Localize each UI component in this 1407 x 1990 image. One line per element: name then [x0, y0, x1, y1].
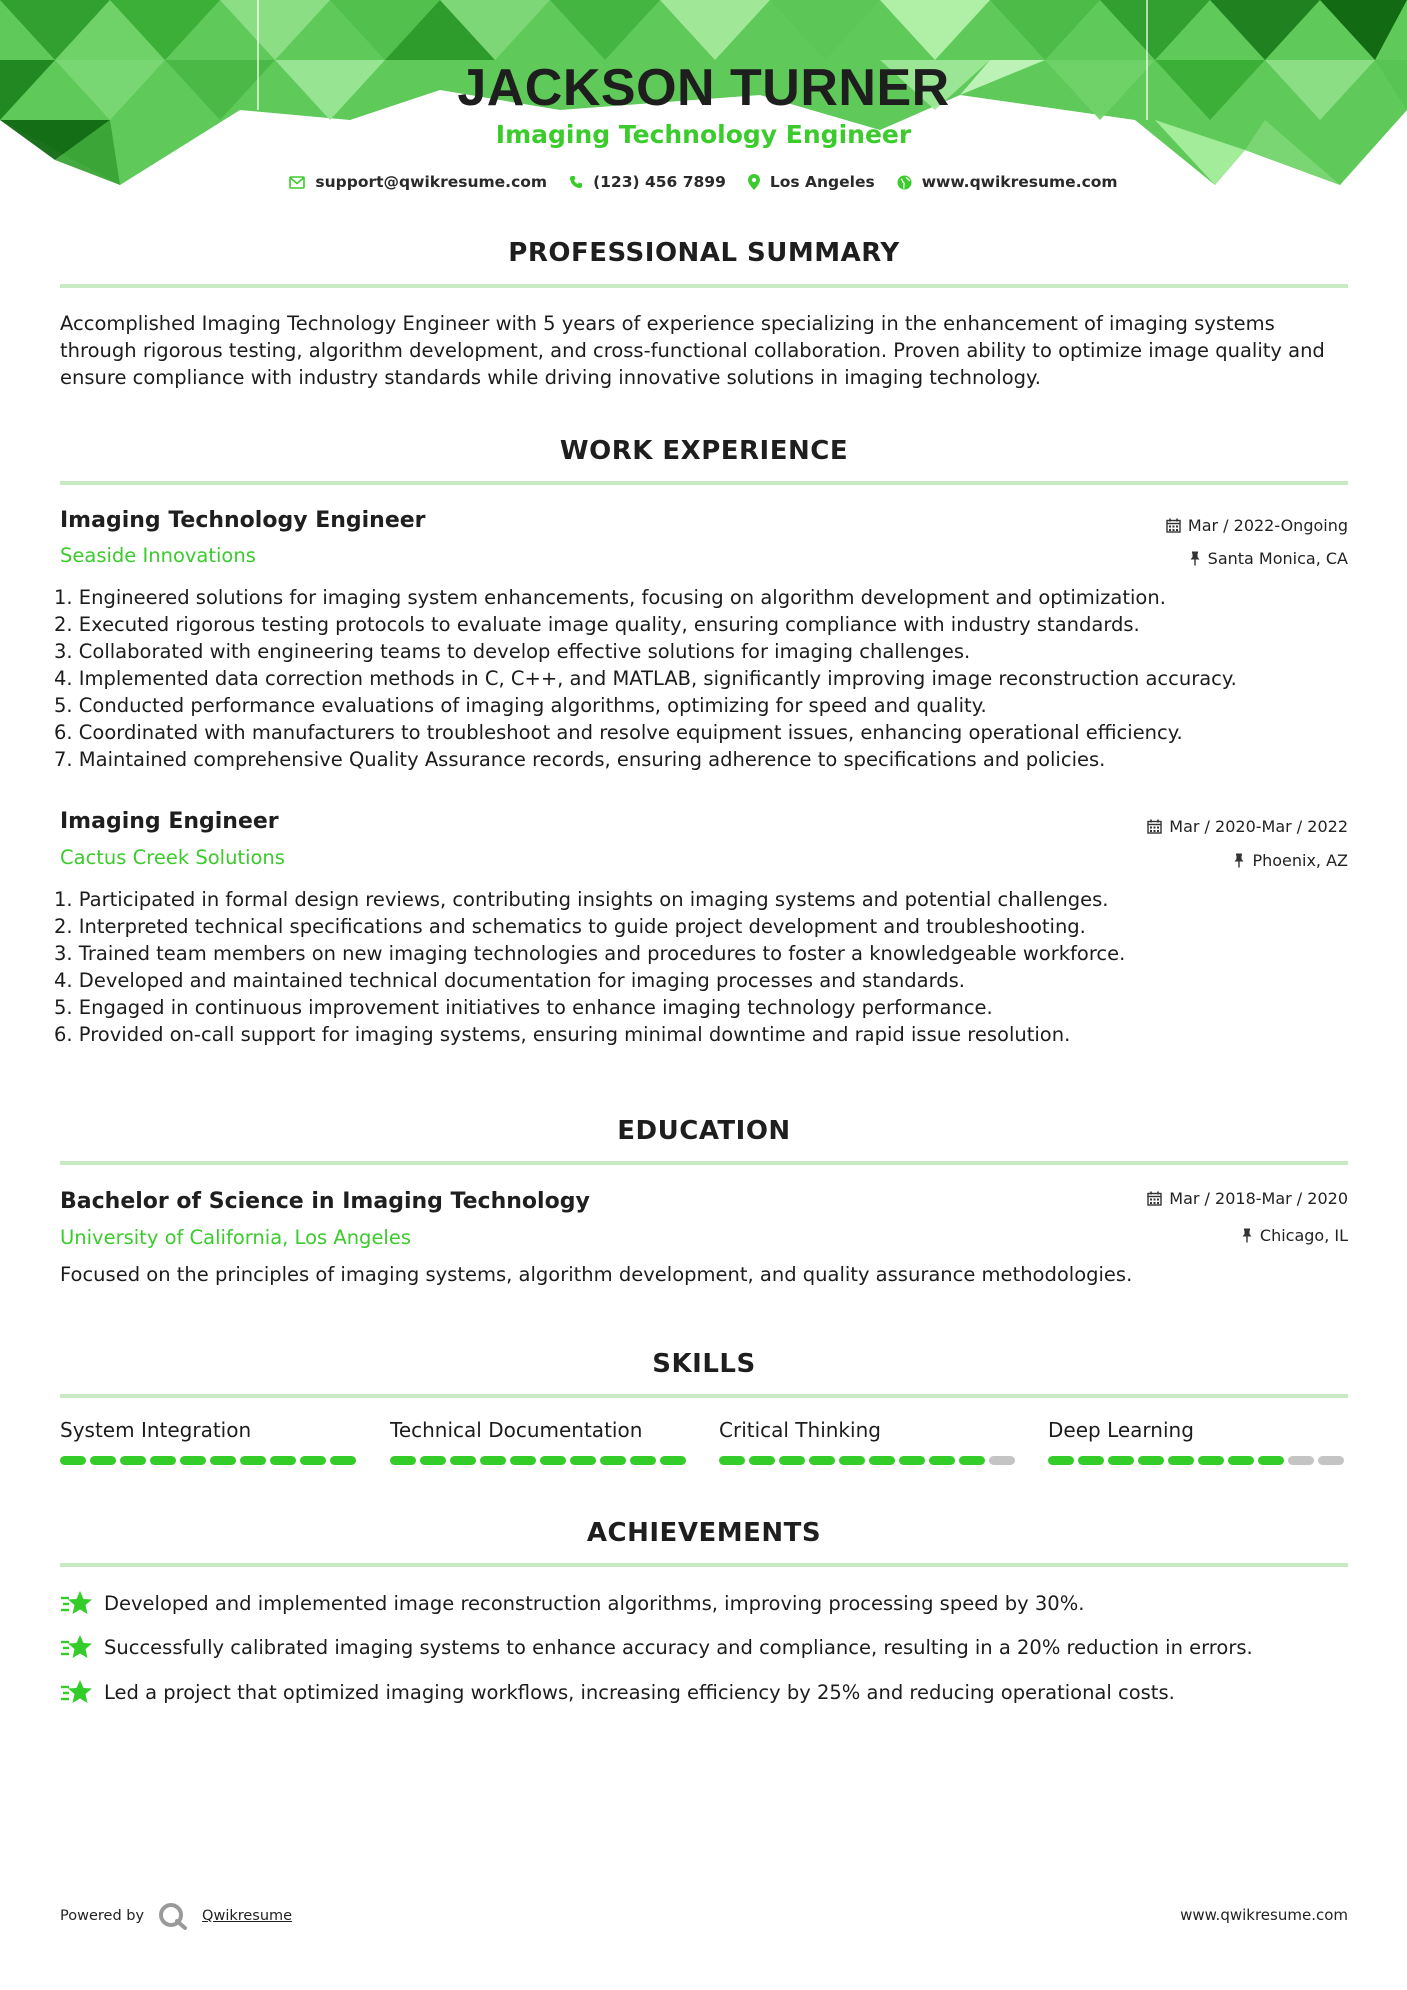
list-item: 2. Executed rigorous testing protocols to evaluate image quality, ensuring compliance with industry standards.	[54, 613, 1140, 636]
skill-segment	[1198, 1456, 1224, 1465]
skill-segment	[60, 1456, 86, 1465]
job-bullets	[54, 584, 1374, 773]
skill-segment	[420, 1456, 446, 1465]
skill-segment	[1228, 1456, 1254, 1465]
skill-segment	[450, 1456, 476, 1465]
phone-text: (123) 456 7899	[593, 173, 726, 191]
contact-website[interactable]	[897, 173, 1118, 191]
qwikresume-link[interactable]: Qwikresume	[202, 1908, 293, 1924]
star-icon	[60, 1589, 92, 1617]
list-item: 3. Trained team members on new imaging technologies and procedures to foster a knowledgeable workforce.	[54, 942, 1126, 965]
skill-segment	[510, 1456, 536, 1465]
footer-branding	[60, 1902, 292, 1930]
skill-segment	[540, 1456, 566, 1465]
calendar-icon	[1166, 518, 1181, 533]
list-item: 1. Engineered solutions for imaging system enhancements, focusing on algorithm development and optimization.	[54, 586, 1166, 609]
skill-level-bar	[719, 1456, 1019, 1465]
degree-title: Bachelor of Science in Imaging Technology	[60, 1189, 590, 1214]
list-item: 3. Collaborated with engineering teams to develop effective solutions for imaging challenges.	[54, 640, 971, 663]
skill-item	[719, 1418, 1019, 1465]
summary-divider	[60, 284, 1348, 288]
skill-segment	[630, 1456, 656, 1465]
skills-heading: SKILLS	[652, 1349, 756, 1379]
achievements-heading: ACHIEVEMENTS	[586, 1518, 822, 1548]
skill-segment	[1048, 1456, 1074, 1465]
pushpin-icon	[1189, 551, 1201, 566]
skill-segment	[809, 1456, 835, 1465]
skill-name: Deep Learning	[1048, 1418, 1194, 1442]
skill-segment	[660, 1456, 686, 1465]
job-location	[1189, 549, 1348, 568]
website-text: www.qwikresume.com	[921, 173, 1118, 191]
job-title: Imaging Technology Engineer	[60, 508, 426, 533]
education-dates	[1147, 1189, 1348, 1208]
list-item: 2. Interpreted technical specifications and schematics to guide project development and troubleshooting.	[54, 915, 1086, 938]
job-dates	[1166, 516, 1348, 535]
skill-segment	[330, 1456, 356, 1465]
skill-segment	[989, 1456, 1015, 1465]
skill-item	[390, 1418, 690, 1465]
skill-level-bar	[390, 1456, 690, 1465]
skill-segment	[480, 1456, 506, 1465]
skill-segment	[869, 1456, 895, 1465]
education-heading: EDUCATION	[617, 1116, 791, 1146]
skill-segment	[120, 1456, 146, 1465]
skill-segment	[180, 1456, 206, 1465]
footer-website[interactable]: www.qwikresume.com	[1180, 1906, 1348, 1924]
job-dates-text: Mar / 2022-Ongoing	[1187, 516, 1348, 535]
star-icon	[60, 1678, 92, 1706]
skill-segment	[1138, 1456, 1164, 1465]
skill-name: System Integration	[60, 1418, 252, 1442]
skill-segment	[899, 1456, 925, 1465]
skill-name: Technical Documentation	[390, 1418, 643, 1442]
job-dates	[1147, 817, 1348, 836]
skill-level-bar	[1048, 1456, 1348, 1465]
education-location	[1241, 1226, 1348, 1245]
achievement-item	[60, 1589, 1084, 1617]
education-location-text: Chicago, IL	[1259, 1226, 1348, 1245]
skill-segment	[1288, 1456, 1314, 1465]
skill-name: Critical Thinking	[719, 1418, 881, 1442]
candidate-title: Imaging Technology Engineer	[495, 120, 912, 149]
summary-text: Accomplished Imaging Technology Engineer with 5 years of experience specializing in the enhancement of imaging systems through rigorous testing, algorithm development, and cross-functional collaboration. Proven ability to optimize image quality and ensure compliance with industry standards while driving innovative solutions in imaging technology.	[60, 312, 1325, 389]
achievement-item	[60, 1633, 1253, 1661]
envelope-icon	[289, 176, 305, 189]
job-title: Imaging Engineer	[60, 809, 279, 834]
calendar-icon	[1147, 1191, 1162, 1206]
skill-segment	[1318, 1456, 1344, 1465]
skill-segment	[959, 1456, 985, 1465]
skill-level-bar	[60, 1456, 360, 1465]
skill-segment	[210, 1456, 236, 1465]
skill-segment	[1258, 1456, 1284, 1465]
skill-segment	[150, 1456, 176, 1465]
achievements-divider	[60, 1563, 1348, 1567]
job-bullets	[54, 886, 1374, 1048]
skill-segment	[270, 1456, 296, 1465]
pushpin-icon	[1241, 1228, 1253, 1243]
skill-segment	[90, 1456, 116, 1465]
map-pin-icon	[748, 174, 760, 190]
skill-segment	[600, 1456, 626, 1465]
list-item: 6. Coordinated with manufacturers to troubleshoot and resolve equipment issues, enhancing operational efficiency.	[54, 721, 1183, 744]
skill-segment	[779, 1456, 805, 1465]
job-dates-text: Mar / 2020-Mar / 2022	[1169, 817, 1348, 836]
list-item: 7. Maintained comprehensive Quality Assurance records, ensuring adherence to specifications and policies.	[54, 748, 1106, 771]
skills-divider	[60, 1394, 1348, 1398]
experience-divider	[60, 481, 1348, 485]
phone-icon	[569, 175, 583, 189]
summary-heading: PROFESSIONAL SUMMARY	[508, 238, 900, 268]
education-description: Focused on the principles of imaging systems, algorithm development, and quality assurance methodologies.	[60, 1263, 1133, 1286]
contact-location	[748, 173, 875, 191]
skill-segment	[1078, 1456, 1104, 1465]
contact-email[interactable]	[289, 173, 547, 191]
job-location	[1233, 851, 1348, 870]
skill-item	[60, 1418, 360, 1465]
skill-segment	[240, 1456, 266, 1465]
skill-segment	[570, 1456, 596, 1465]
skill-segment	[929, 1456, 955, 1465]
skill-segment	[749, 1456, 775, 1465]
list-item: 1. Participated in formal design reviews, contributing insights on imaging systems and potential challenges.	[54, 888, 1109, 911]
contact-bar	[0, 173, 1407, 191]
list-item: 5. Conducted performance evaluations of imaging algorithms, optimizing for speed and quality.	[54, 694, 987, 717]
list-item: 4. Developed and maintained technical documentation for imaging processes and standards.	[54, 969, 966, 992]
email-text: support@qwikresume.com	[315, 173, 548, 191]
skill-segment	[839, 1456, 865, 1465]
achievement-text: Developed and implemented image reconstruction algorithms, improving processing speed by 30%.	[104, 1591, 1085, 1615]
education-dates-text: Mar / 2018-Mar / 2020	[1169, 1189, 1348, 1208]
job-location-text: Phoenix, AZ	[1252, 851, 1348, 870]
powered-by-label: Powered by	[60, 1908, 145, 1924]
company-name: Seaside Innovations	[60, 544, 256, 567]
skill-segment	[300, 1456, 326, 1465]
company-name: Cactus Creek Solutions	[60, 846, 285, 869]
globe-icon	[897, 175, 912, 190]
skill-segment	[1168, 1456, 1194, 1465]
list-item: 6. Provided on-call support for imaging systems, ensuring minimal downtime and rapid issue resolution.	[54, 1023, 1071, 1046]
school-name: University of California, Los Angeles	[60, 1226, 412, 1249]
experience-heading: WORK EXPERIENCE	[559, 436, 849, 466]
contact-phone[interactable]	[569, 173, 726, 191]
skill-segment	[719, 1456, 745, 1465]
education-divider	[60, 1161, 1348, 1165]
skill-segment	[390, 1456, 416, 1465]
achievement-item	[60, 1678, 1175, 1706]
calendar-icon	[1147, 819, 1162, 834]
list-item: 5. Engaged in continuous improvement initiatives to enhance imaging technology performance.	[54, 996, 993, 1019]
list-item: 4. Implemented data correction methods in C, C++, and MATLAB, significantly improving image reconstruction accuracy.	[54, 667, 1237, 690]
job-location-text: Santa Monica, CA	[1207, 549, 1348, 568]
achievement-text: Led a project that optimized imaging workflows, increasing efficiency by 25% and reducing operational costs.	[104, 1680, 1175, 1704]
skill-item	[1048, 1418, 1348, 1465]
achievement-text: Successfully calibrated imaging systems to enhance accuracy and compliance, resulting in a 20% reduction in errors.	[104, 1635, 1253, 1659]
pushpin-icon	[1233, 853, 1245, 868]
qwikresume-logo-icon	[158, 1902, 188, 1930]
candidate-name: JACKSON TURNER	[457, 59, 950, 117]
skill-segment	[1108, 1456, 1134, 1465]
location-text: Los Angeles	[769, 173, 875, 191]
star-icon	[60, 1633, 92, 1661]
